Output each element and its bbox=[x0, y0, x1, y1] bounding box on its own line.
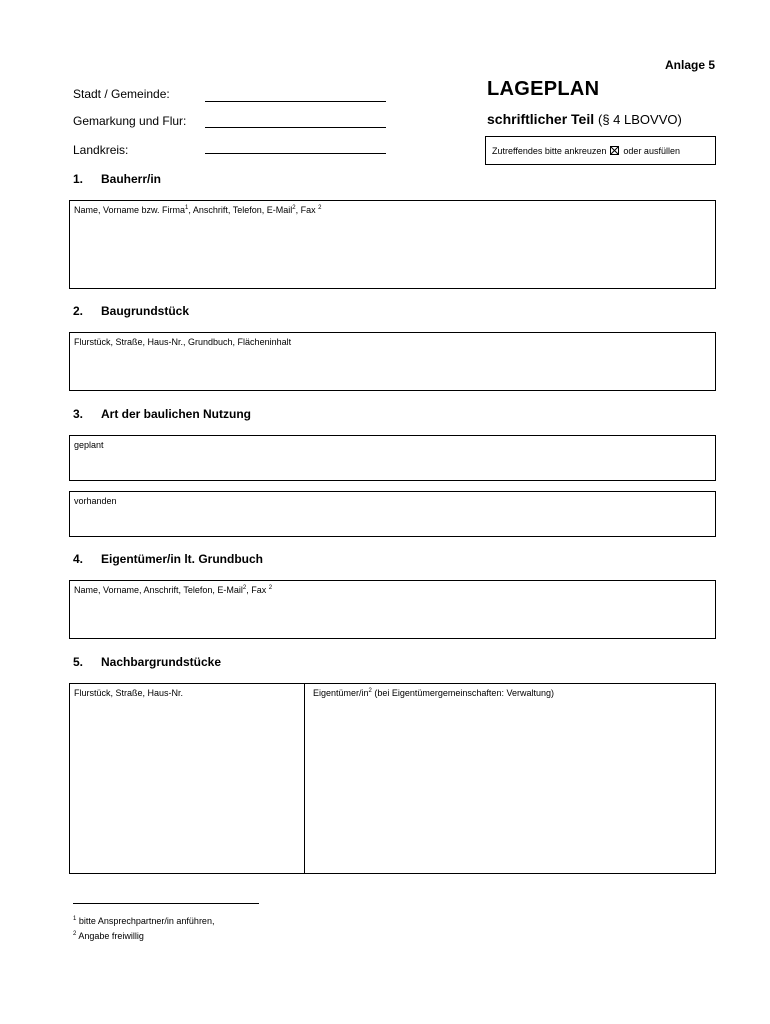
section-heading-plot: 2. Baugrundstück bbox=[73, 304, 190, 318]
builder-box-label: Name, Vorname bzw. Firma$^1$, Anschrift, Telefon, E-Mail$^2$, Fax $^2$ bbox=[74, 205, 322, 215]
county-label: Landkreis: bbox=[73, 143, 129, 157]
neighbors-table bbox=[69, 683, 716, 874]
plot-input-box[interactable] bbox=[69, 332, 716, 391]
usage-planned-box[interactable] bbox=[69, 435, 716, 481]
city-label: Stadt / Gemeinde: bbox=[73, 87, 170, 101]
county-field[interactable] bbox=[205, 153, 386, 154]
city-field[interactable] bbox=[205, 101, 386, 102]
instruction-box bbox=[485, 136, 716, 165]
document-subtitle bbox=[487, 111, 682, 127]
document-title: LAGEPLAN bbox=[487, 78, 600, 100]
usage-planned-label: geplant bbox=[74, 440, 104, 450]
section-heading-usage: 3. Art der baulichen Nutzung bbox=[73, 407, 251, 421]
checked-box-icon bbox=[610, 146, 619, 155]
footnote-2: $^2$ Angabe freiwillig bbox=[73, 931, 144, 941]
neighbor-owner-cell[interactable] bbox=[305, 684, 715, 873]
neighbor-plot-cell[interactable] bbox=[70, 684, 304, 873]
builder-input-box[interactable] bbox=[69, 200, 716, 289]
section-heading-neighbors: 5. Nachbargrundstücke bbox=[73, 655, 222, 669]
subtitle-reference: (§ 4 LBOVVO) bbox=[598, 112, 682, 127]
owner-input-box[interactable] bbox=[69, 580, 716, 639]
neighbor-owner-label: Eigentümer/$in^2$ (bei Eigentümergemeinschaften: Verwaltung) bbox=[313, 688, 554, 698]
annex-label: Anlage 5 bbox=[664, 58, 715, 72]
district-plot-field[interactable] bbox=[205, 127, 386, 128]
subtitle-bold: schriftlicher Teil bbox=[487, 111, 595, 127]
footnote-1: $^1$ bitte Ansprechpartner/in anführen, bbox=[73, 916, 215, 926]
footnote-divider bbox=[73, 903, 259, 904]
district-plot-label: Gemarkung und Flur: bbox=[73, 114, 187, 128]
plot-box-label: Flurstück, Straße, Haus-Nr., Grundbuch, Flächeninhalt bbox=[74, 337, 292, 347]
usage-existing-label: vorhanden bbox=[74, 496, 117, 506]
neighbor-plot-label: Flurstück, Straße, Haus-Nr. bbox=[74, 688, 184, 698]
section-heading-owner: 4. Eigentümer/in lt. Grundbuch bbox=[73, 552, 263, 566]
instruction-text: Zutreffendes bitte ankreuzen bbox=[492, 145, 607, 156]
owner-box-label: Name, Vorname, Anschrift, Telefon, E-Mail$^2$, Fax $^2$ bbox=[74, 585, 273, 595]
instruction-text-end: oder ausfüllen bbox=[623, 145, 680, 156]
section-heading-builder: 1. Bauherr/in bbox=[73, 172, 162, 186]
usage-existing-box[interactable] bbox=[69, 491, 716, 537]
